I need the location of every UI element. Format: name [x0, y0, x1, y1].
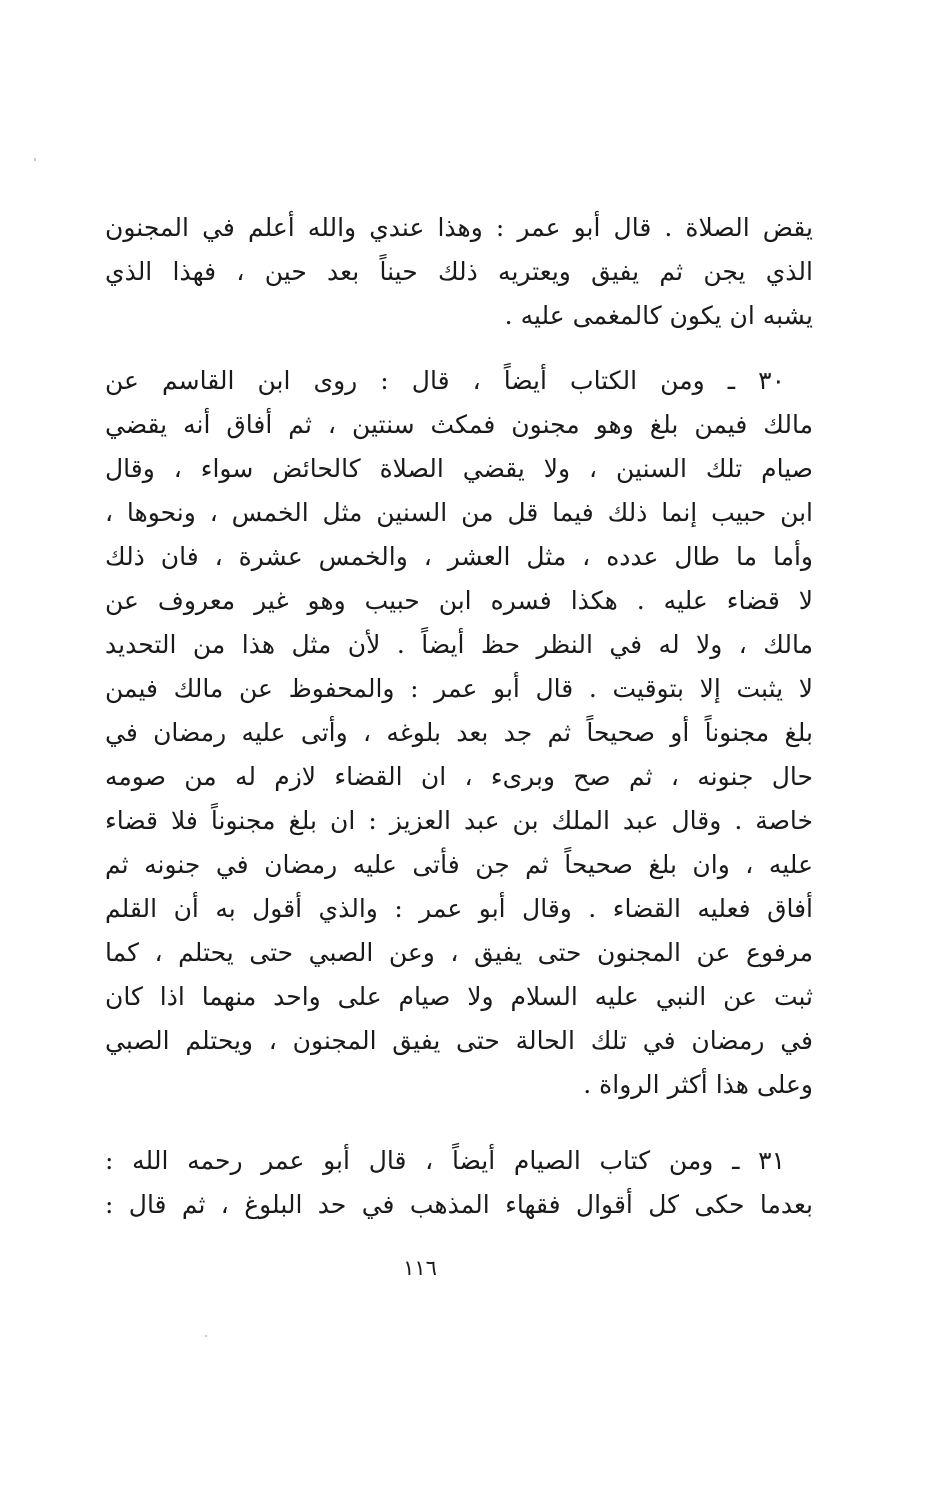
- page-number: ١١٦: [403, 1256, 437, 1280]
- text-line: مالك فيمن بلغ وهو مجنون فمكث سنتين ، ثم أفاق أنه يقضي: [105, 410, 813, 439]
- text-line: في رمضان في تلك الحالة حتى يفيق المجنون ، ويحتلم الصبي: [105, 1026, 813, 1055]
- text-line: خاصة . وقال عبد الملك بن عبد العزيز : ان بلغ مجنوناً فلا قضاء: [105, 806, 813, 835]
- text-line: عليه ، وان بلغ صحيحاً ثم جن فأتى عليه رمضان في جنونه ثم: [105, 850, 813, 879]
- text-line: يشبه ان يكون كالمغمى عليه .: [504, 301, 813, 330]
- text-line: يقض الصلاة . قال أبو عمر : وهذا عندي والله أعلم في المجنون: [105, 213, 813, 242]
- text-line: ٣١ ـ ومن كتاب الصيام أيضاً ، قال أبو عمر رحمه الله :: [105, 1146, 785, 1175]
- text-line: صيام تلك السنين ، ولا يقضي الصلاة كالحائض سواء ، وقال: [105, 454, 813, 483]
- text-line: أفاق فعليه القضاء . وقال أبو عمر : والذي أقول به أن القلم: [105, 894, 813, 923]
- text-line: بلغ مجنوناً أو صحيحاً ثم جد بعد بلوغه ، وأتى عليه رمضان في: [105, 718, 813, 747]
- text-line: ابن حبيب إنما ذلك فيما قل من السنين مثل الخمس ، ونحوها ،: [105, 498, 813, 527]
- scan-speck: [205, 1335, 207, 1337]
- paragraph-30: [105, 359, 813, 1107]
- scan-speck: [34, 158, 36, 161]
- paragraph-1: [105, 206, 813, 338]
- text-line: ثبت عن النبي عليه السلام ولا صيام على واحد منهما اذا كان: [105, 982, 813, 1011]
- text-line: بعدما حكى كل أقوال فقهاء المذهب في حد البلوغ ، ثم قال :: [105, 1190, 813, 1219]
- text-line: حال جنونه ، ثم صح وبرىء ، ان القضاء لازم له من صومه: [105, 762, 813, 791]
- text-line: لا قضاء عليه . هكذا فسره ابن حبيب وهو غير معروف عن: [105, 586, 813, 615]
- text-line: وأما ما طال عدده ، مثل العشر ، والخمس عشرة ، فان ذلك: [105, 542, 813, 571]
- paragraph-31: [105, 1139, 813, 1227]
- text-line: الذي يجن ثم يفيق ويعتريه ذلك حيناً بعد حين ، فهذا الذي: [105, 257, 813, 286]
- text-line: لا يثبت إلا بتوقيت . قال أبو عمر : والمحفوظ عن مالك فيمن: [105, 674, 813, 703]
- text-line: وعلى هذا أكثر الرواة .: [583, 1070, 813, 1099]
- text-line: ٣٠ ـ ومن الكتاب أيضاً ، قال : روى ابن القاسم عن: [105, 366, 785, 395]
- text-line: مرفوع عن المجنون حتى يفيق ، وعن الصبي حتى يحتلم ، كما: [105, 938, 813, 967]
- text-line: مالك ، ولا له في النظر حظ أيضاً . لأن مثل هذا من التحديد: [105, 630, 813, 659]
